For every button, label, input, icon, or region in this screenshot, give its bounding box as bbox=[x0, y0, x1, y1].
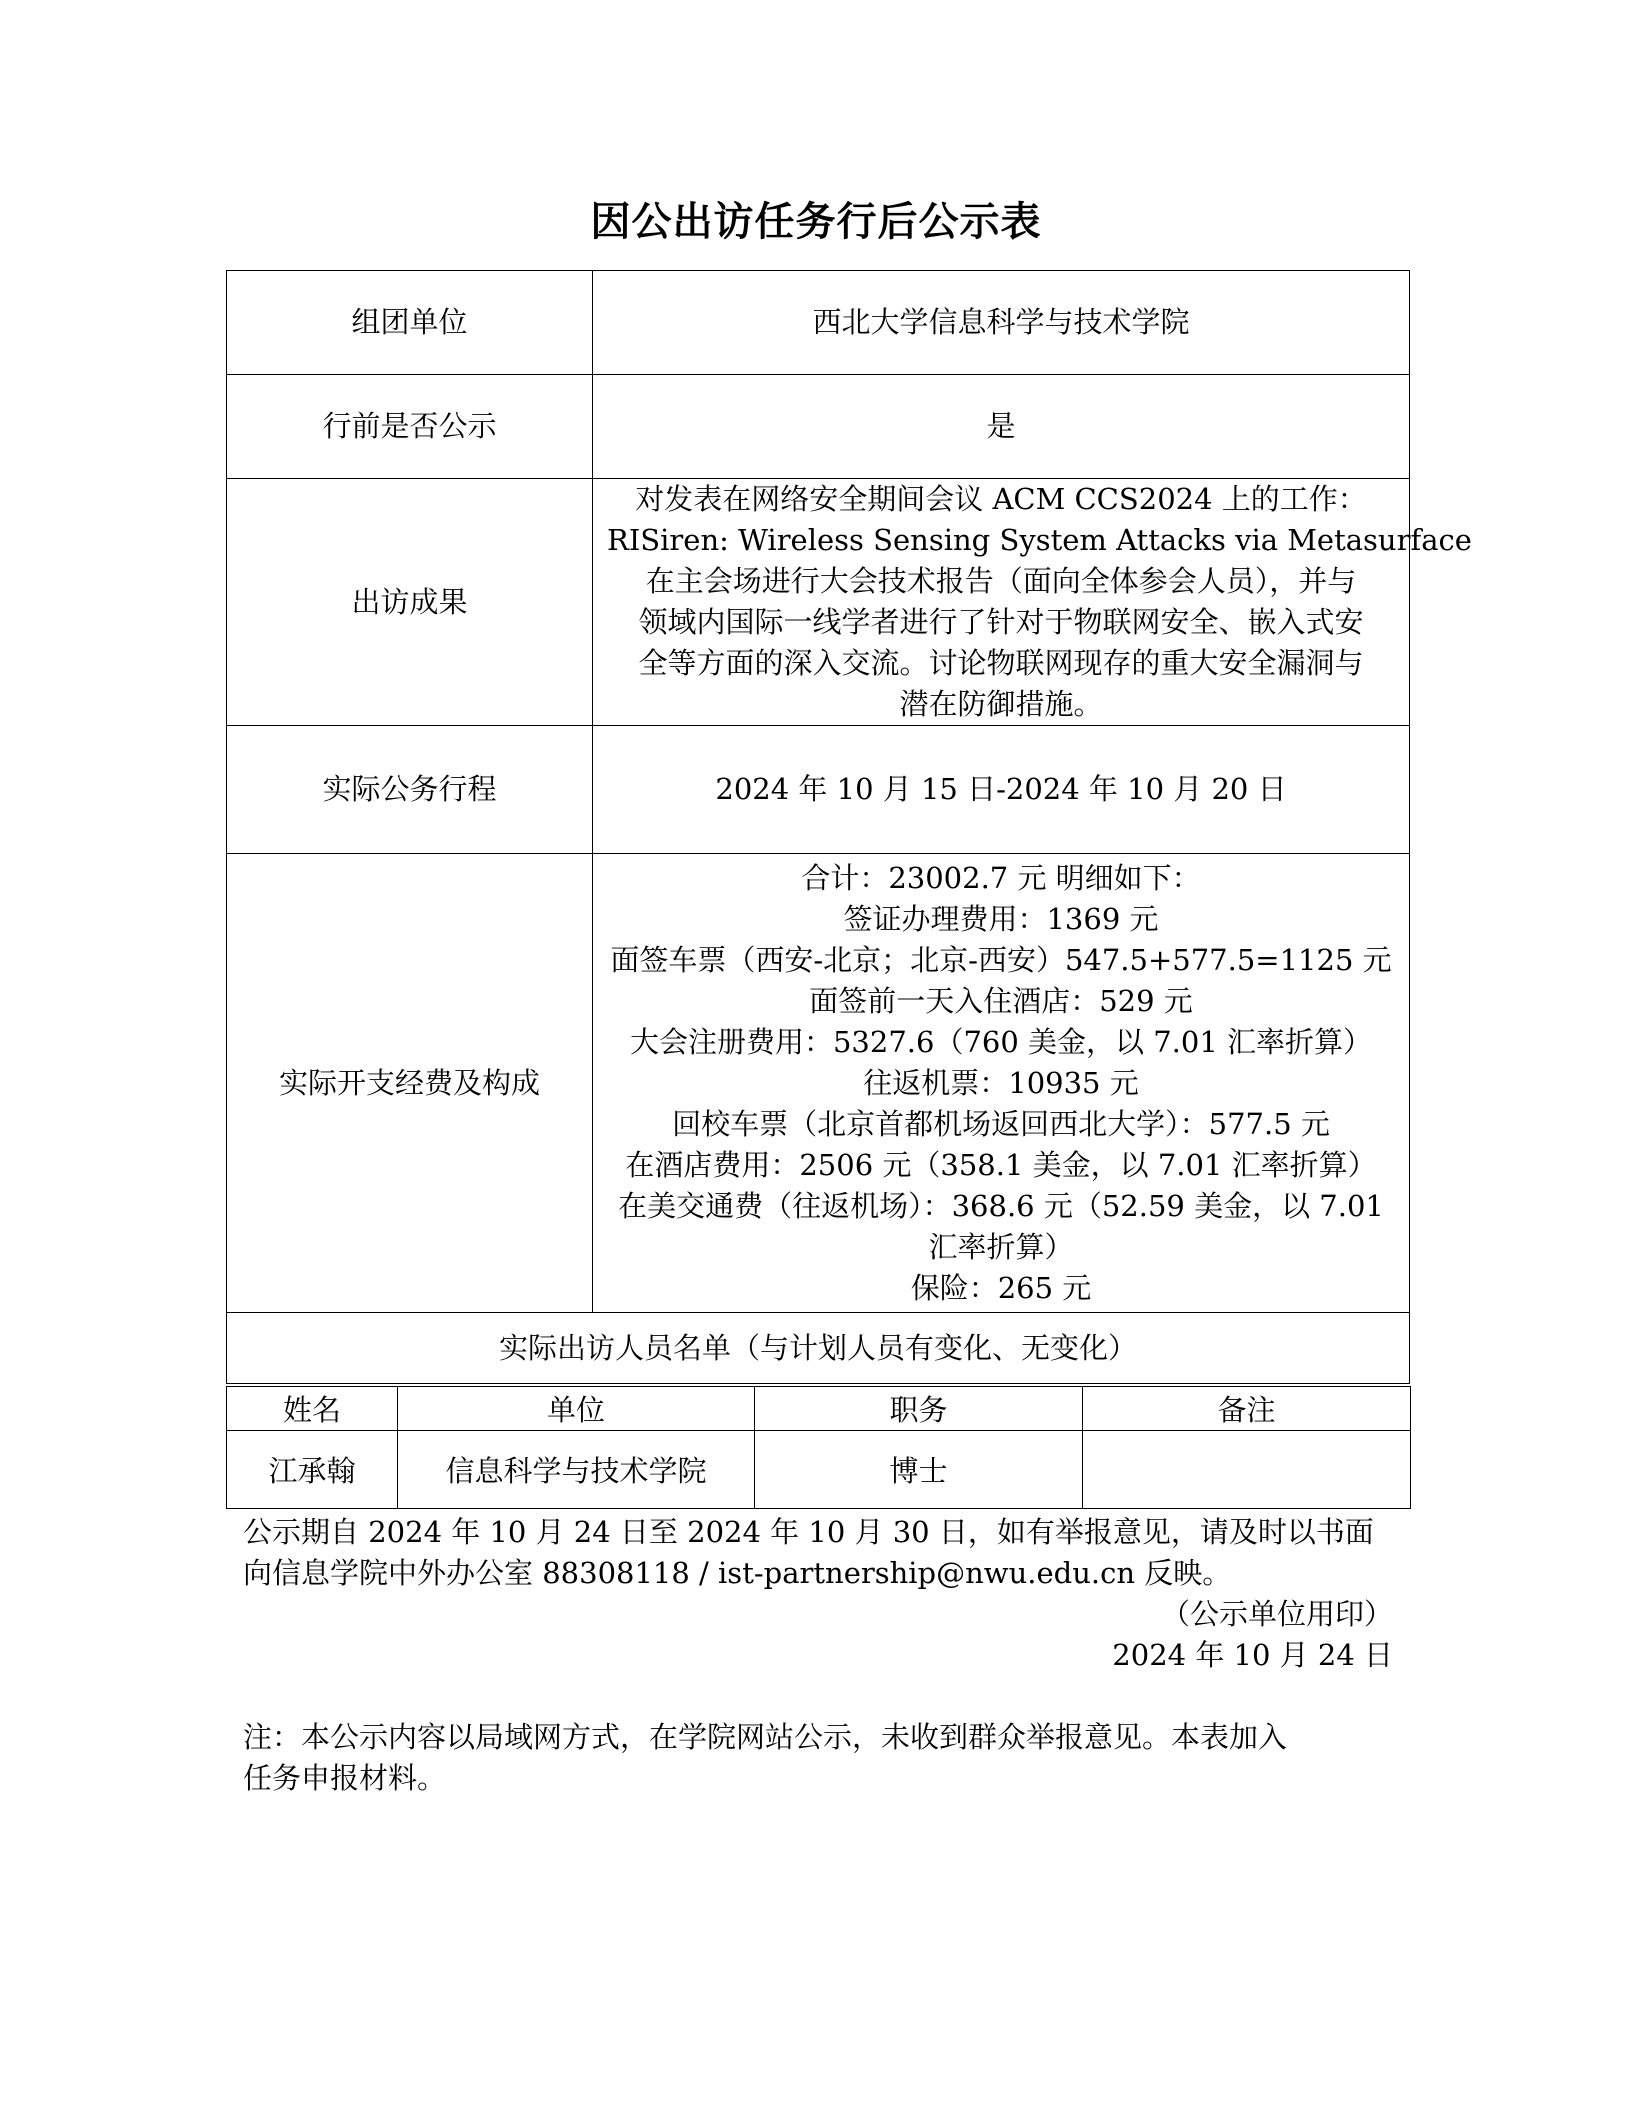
person-name: 江承翰 bbox=[227, 1431, 398, 1509]
expense-line: 大会注册费用：5327.6（760 美金，以 7.01 汇率折算） bbox=[629, 1024, 1373, 1059]
expense-line: 面签车票（西安-北京；北京-西安）547.5+577.5=1125 元 bbox=[610, 942, 1392, 977]
pre-published-value: 是 bbox=[593, 375, 1410, 479]
person-position: 博士 bbox=[755, 1431, 1083, 1509]
expense-line: 签证办理费用：1369 元 bbox=[843, 901, 1159, 936]
expense-line: 面签前一天入住酒店：529 元 bbox=[809, 983, 1193, 1018]
results-line: 全等方面的深入交流。讨论物联网现存的重大安全漏洞与 bbox=[638, 646, 1364, 680]
results-value bbox=[593, 479, 1472, 726]
seal-note: （公示单位用印） bbox=[1160, 1597, 1393, 1631]
expenses-value bbox=[593, 854, 1410, 1313]
expense-line: 汇率折算） bbox=[928, 1229, 1074, 1264]
expense-line: 往返机票：10935 元 bbox=[863, 1065, 1139, 1100]
expense-line: 在酒店费用：2506 元（358.1 美金，以 7.01 汇率折算） bbox=[625, 1147, 1377, 1182]
column-header-note: 备注 bbox=[1083, 1387, 1411, 1431]
notice-date: 2024 年 10 月 24 日 bbox=[1112, 1638, 1393, 1672]
results-line: 在主会场进行大会技术报告（面向全体参会人员），并与 bbox=[645, 564, 1357, 598]
signature-block bbox=[243, 1594, 1393, 1676]
footnote-line: 注：本公示内容以局域网方式，在学院网站公示，未收到群众举报意见。本表加入 bbox=[243, 1720, 1288, 1754]
footnote bbox=[243, 1717, 1393, 1799]
person-unit: 信息科学与技术学院 bbox=[398, 1431, 755, 1509]
info-table bbox=[226, 270, 1472, 1384]
pre-published-label: 行前是否公示 bbox=[227, 375, 593, 479]
people-table bbox=[226, 1386, 1411, 1509]
notice-line: 向信息学院中外办公室 88308118 / ist-partnership@nwu.edu.cn 反映。 bbox=[243, 1556, 1232, 1590]
people-header-row bbox=[227, 1313, 1410, 1384]
footnote-line: 任务申报材料。 bbox=[243, 1761, 447, 1795]
people-header-row bbox=[227, 1387, 1411, 1431]
notice-paragraph bbox=[243, 1512, 1393, 1594]
expense-line: 合计：23002.7 元 明细如下： bbox=[801, 860, 1201, 895]
expense-line: 回校车票（北京首都机场返回西北大学）：577.5 元 bbox=[672, 1106, 1330, 1141]
organizer-row bbox=[227, 271, 1410, 375]
expense-line: 保险：265 元 bbox=[910, 1270, 1092, 1305]
document-title: 因公出访任务行后公示表 bbox=[590, 198, 1042, 245]
itinerary-value: 2024 年 10 月 15 日-2024 年 10 月 20 日 bbox=[593, 726, 1410, 854]
notice-line: 公示期自 2024 年 10 月 24 日至 2024 年 10 月 30 日，如有举报意见，请及时以书面 bbox=[243, 1515, 1374, 1549]
expense-line: 在美交通费（往返机场）：368.6 元（52.59 美金，以 7.01 bbox=[618, 1188, 1384, 1223]
itinerary-row bbox=[227, 726, 1410, 854]
expenses-label: 实际开支经费及构成 bbox=[227, 854, 593, 1313]
column-header-name: 姓名 bbox=[227, 1387, 398, 1431]
people-list-header: 实际出访人员名单（与计划人员有变化、无变化） bbox=[227, 1313, 1410, 1384]
results-label: 出访成果 bbox=[227, 479, 593, 726]
results-line: 潜在防御措施。 bbox=[899, 687, 1103, 721]
person-note bbox=[1083, 1431, 1411, 1509]
results-line: 对发表在网络安全期间会议 ACM CCS2024 上的工作： bbox=[635, 482, 1367, 516]
itinerary-label: 实际公务行程 bbox=[227, 726, 593, 854]
table-row bbox=[227, 1431, 1411, 1509]
results-row bbox=[227, 479, 1410, 726]
organizer-value: 西北大学信息科学与技术学院 bbox=[593, 271, 1410, 375]
pre-published-row bbox=[227, 375, 1410, 479]
column-header-position: 职务 bbox=[755, 1387, 1083, 1431]
organizer-label: 组团单位 bbox=[227, 271, 593, 375]
results-line: RISiren: Wireless Sensing System Attacks via Metasurface bbox=[607, 523, 1472, 557]
column-header-unit: 单位 bbox=[398, 1387, 755, 1431]
expenses-row bbox=[227, 854, 1410, 1313]
results-line: 领域内国际一线学者进行了针对于物联网安全、嵌入式安 bbox=[638, 605, 1364, 639]
